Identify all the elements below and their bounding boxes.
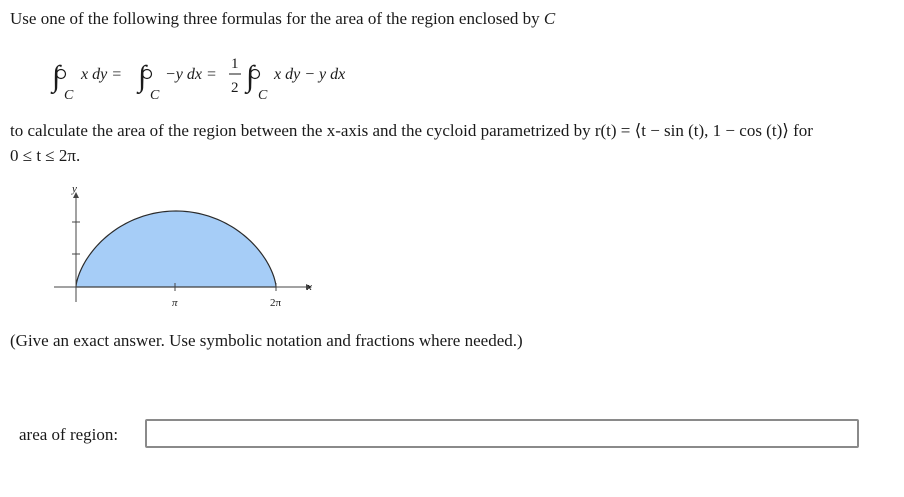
fraction-denominator: 2 — [231, 80, 239, 96]
x-tick-label-pi: π — [172, 297, 178, 309]
fraction-numerator: 1 — [231, 56, 239, 72]
integral-sub-3: C — [258, 88, 268, 103]
cycloid-region — [76, 211, 276, 287]
answer-label: area of region: — [19, 425, 119, 444]
contour-integral-2 — [136, 60, 160, 103]
contour-integral-3 — [244, 60, 268, 103]
area-formulas — [48, 52, 428, 104]
formula-term-1: x dy = — [81, 66, 122, 83]
problem-intro — [10, 9, 555, 29]
intro-text: Use one of the following three formulas for the area of the region enclosed by — [10, 9, 544, 28]
x-axis-label: x — [307, 281, 312, 293]
formula-term-3: x dy − y dx — [274, 66, 346, 83]
integral-sign-2: ∫ — [138, 60, 147, 93]
integral-sub-2: C — [150, 88, 160, 103]
y-axis-label: y — [72, 183, 77, 195]
answer-hint: (Give an exact answer. Use symbolic notation and fractions where needed.) — [10, 331, 523, 350]
problem-statement — [10, 118, 890, 168]
integral-sub-1: C — [64, 88, 74, 103]
problem-line-1: to calculate the area of the region between the x-axis and the cycloid parametrized by r(t) = ⟨t − sin (t), 1 − cos (t)⟩ for — [10, 121, 813, 140]
curve-variable: C — [543, 9, 556, 28]
problem-line-2: 0 ≤ t ≤ 2π. — [10, 146, 81, 165]
contour-integral-1 — [50, 60, 74, 103]
integral-sign-1: ∫ — [52, 60, 61, 93]
cycloid-graph — [48, 180, 338, 310]
x-tick-label-2pi: 2π — [270, 297, 282, 309]
fraction-one-half — [229, 56, 241, 96]
integral-sign-3: ∫ — [246, 60, 255, 93]
area-answer-input[interactable] — [145, 419, 859, 448]
formula-term-2: −y dx = — [165, 66, 217, 83]
